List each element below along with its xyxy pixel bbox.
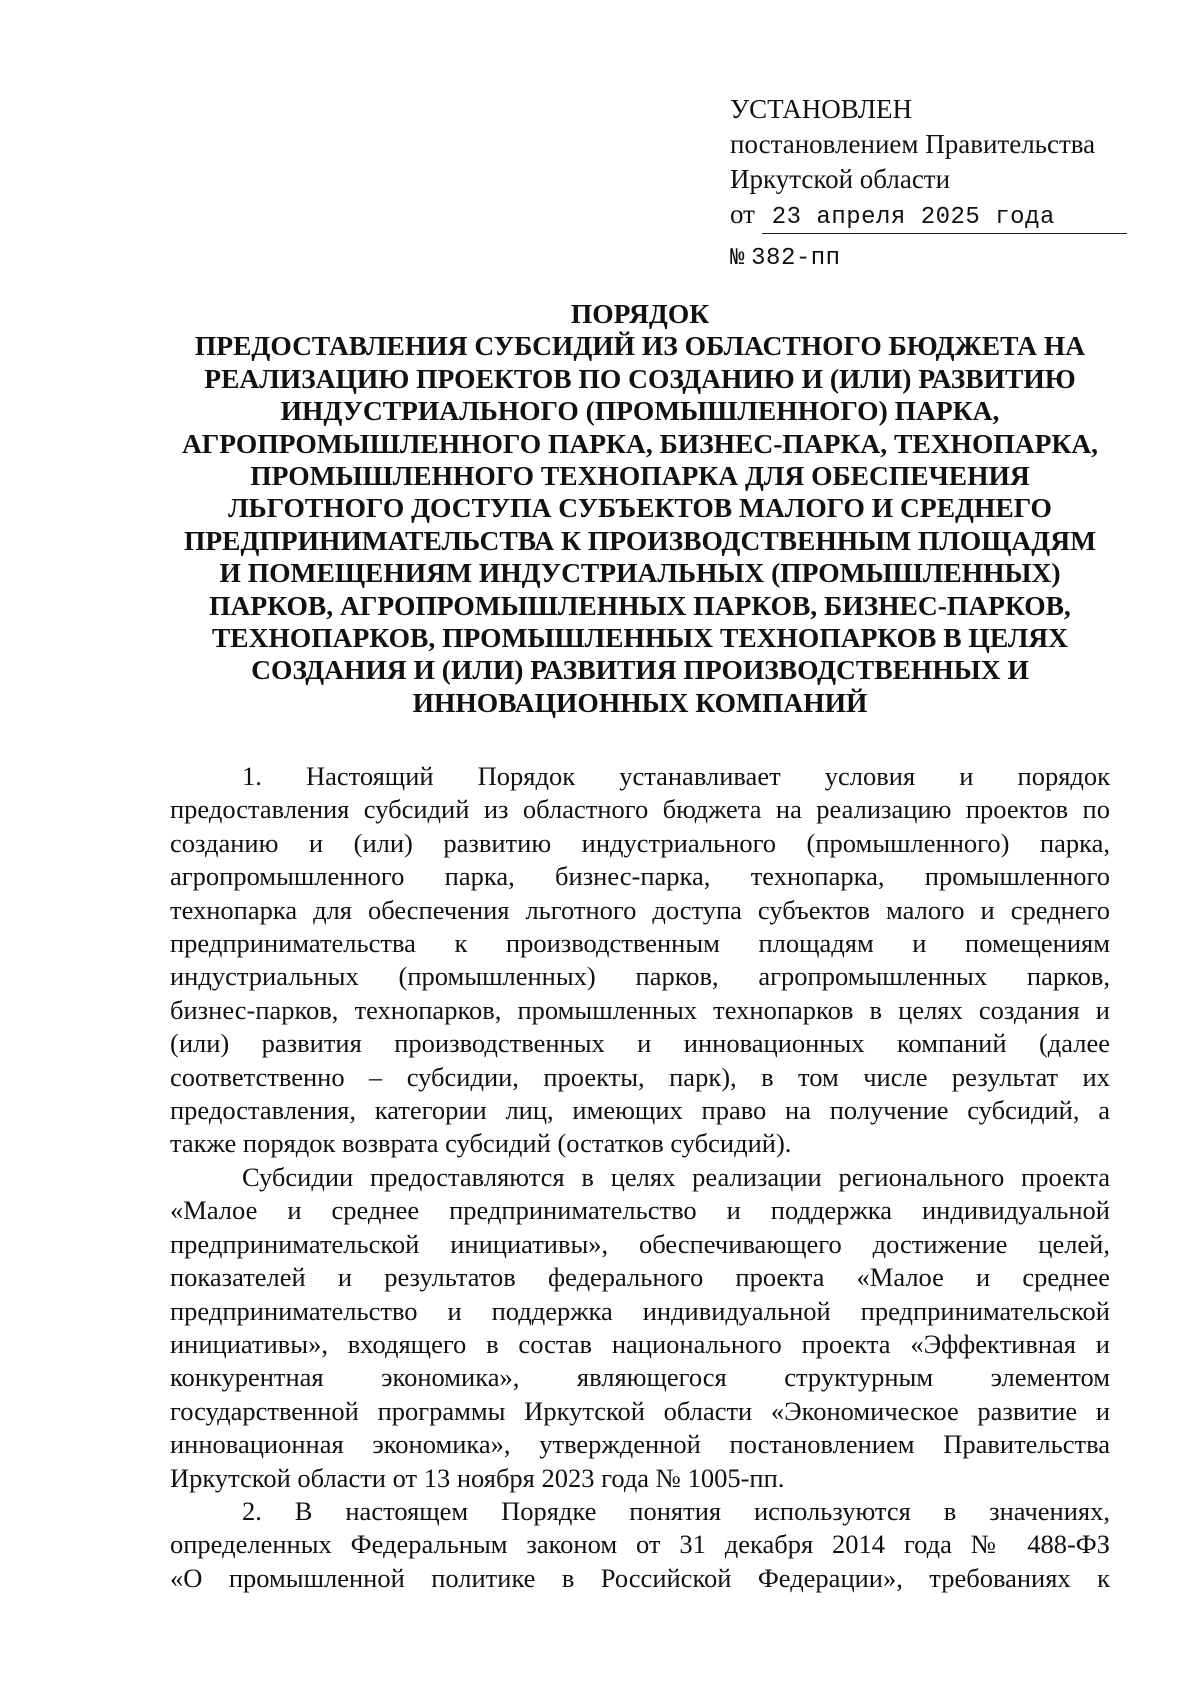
body-line: предоставления, категории лиц, имеющих право на получение субсидий, а — [170, 1095, 1110, 1126]
body-line: 2. В настоящем Порядке понятия используются в значениях, — [242, 1495, 1110, 1526]
paragraph-2 — [170, 1161, 1110, 1495]
body-line: Субсидии предоставляются в целях реализации регионального проекта — [242, 1161, 1110, 1192]
document-title — [160, 298, 1120, 719]
body-line: предпринимательской инициативы», обеспечивающего достижение целей, — [170, 1228, 1110, 1259]
body-line: бизнес-парков, технопарков, промышленных технопарков в целях создания и — [170, 994, 1110, 1025]
title-line: ПАРКОВ, АГРОПРОМЫШЛЕННЫХ ПАРКОВ, БИЗНЕС-ПАРКОВ, — [209, 589, 1071, 621]
title-line: ПРОМЫШЛЕННОГО ТЕХНОПАРКА ДЛЯ ОБЕСПЕЧЕНИЯ — [250, 460, 1030, 492]
body-line: «О промышленной политике в Российской Федерации», требованиях к — [170, 1562, 1110, 1593]
title-line: ПРЕДПРИНИМАТЕЛЬСТВА К ПРОИЗВОДСТВЕННЫМ ПЛОЩАДЯМ — [183, 524, 1097, 556]
body-line: инновационная экономика», утвержденной постановлением Правительства — [170, 1429, 1110, 1460]
approval-stamp — [730, 92, 1130, 276]
title-line: РЕАЛИЗАЦИЮ ПРОЕКТОВ ПО СОЗДАНИЮ И (ИЛИ) РАЗВИТИЮ — [204, 362, 1076, 394]
approval-date-prefix: от — [730, 199, 755, 229]
body-line: показателей и результатов федерального проекта «Малое и среднее — [170, 1262, 1110, 1293]
body-line: государственной программы Иркутской области «Экономическое развитие и — [170, 1395, 1110, 1426]
approval-line-1: постановлением Правительства — [730, 129, 1096, 159]
body-line: Иркутской области от 13 ноября 2023 года № 1005-пп. — [170, 1462, 785, 1493]
approval-line-2: Иркутской области — [730, 164, 951, 194]
body-line: также порядок возврата субсидий (остатков субсидий). — [170, 1128, 792, 1159]
approval-number: 382-пп — [751, 245, 841, 272]
body-line: предпринимательство и поддержка индивидуальной предпринимательской — [170, 1295, 1110, 1326]
body-line: индустриальных (промышленных) парков, агропромышленных парков, — [170, 961, 1110, 992]
paragraph-3 — [170, 1495, 1110, 1595]
approval-number-sign: № — [730, 245, 745, 272]
body-line: соответственно – субсидии, проекты, парк), в том числе результат их — [170, 1061, 1110, 1092]
title-line: ПРЕДОСТАВЛЕНИЯ СУБСИДИЙ ИЗ ОБЛАСТНОГО БЮДЖЕТА НА — [194, 330, 1086, 362]
title-line: ИННОВАЦИОННЫХ КОМПАНИЙ — [412, 686, 868, 718]
title-line: ТЕХНОПАРКОВ, ПРОМЫШЛЕННЫХ ТЕХНОПАРКОВ В ЦЕЛЯХ — [211, 622, 1069, 654]
title-line: АГРОПРОМЫШЛЕННОГО ПАРКА, БИЗНЕС-ПАРКА, ТЕХНОПАРКА, — [181, 427, 1099, 459]
title-line: ЛЬГОТНОГО ДОСТУПА СУБЪЕКТОВ МАЛОГО И СРЕДНЕГО — [228, 492, 1052, 524]
body-line: предоставления субсидий из областного бюджета на реализацию проектов по — [170, 794, 1110, 825]
document-body — [170, 760, 1110, 1595]
title-line: И ПОМЕЩЕНИЯМ ИНДУСТРИАЛЬНЫХ (ПРОМЫШЛЕННЫХ) — [219, 557, 1061, 589]
title-line: СОЗДАНИЯ И (ИЛИ) РАЗВИТИЯ ПРОИЗВОДСТВЕННЫХ И — [251, 654, 1029, 686]
body-line: предпринимательства к производственным площадям и помещениям — [170, 928, 1110, 959]
paragraph-1 — [170, 760, 1110, 1161]
body-line: инициативы», входящего в состав национального проекта «Эффективная и — [170, 1328, 1110, 1359]
body-line: созданию и (или) развитию индустриального (промышленного) парка, — [170, 827, 1110, 858]
title-heading: ПОРЯДОК — [570, 298, 710, 329]
body-line: (или) развития производственных и инновационных компаний (далее — [170, 1028, 1110, 1059]
body-line: конкурентная экономика», являющегося структурным элементом — [170, 1362, 1110, 1393]
body-line: 1. Настоящий Порядок устанавливает условия и порядок — [242, 761, 1110, 791]
body-line: «Малое и среднее предпринимательство и поддержка индивидуальной — [170, 1195, 1110, 1226]
approval-date-row — [730, 197, 1130, 234]
body-line: определенных Федеральным законом от 31 декабря 2014 года № 488-ФЗ — [170, 1529, 1110, 1560]
title-line: ИНДУСТРИАЛЬНОГО (ПРОМЫШЛЕННОГО) ПАРКА, — [280, 395, 1000, 427]
approval-date: 23 апреля 2025 года — [762, 203, 1127, 234]
body-line: агропромышленного парка, бизнес-парка, технопарка, промышленного — [170, 861, 1110, 892]
approval-status: УСТАНОВЛЕН — [730, 94, 913, 124]
body-line: технопарка для обеспечения льготного доступа субъектов малого и среднего — [170, 894, 1110, 925]
approval-number-row — [730, 238, 1130, 276]
